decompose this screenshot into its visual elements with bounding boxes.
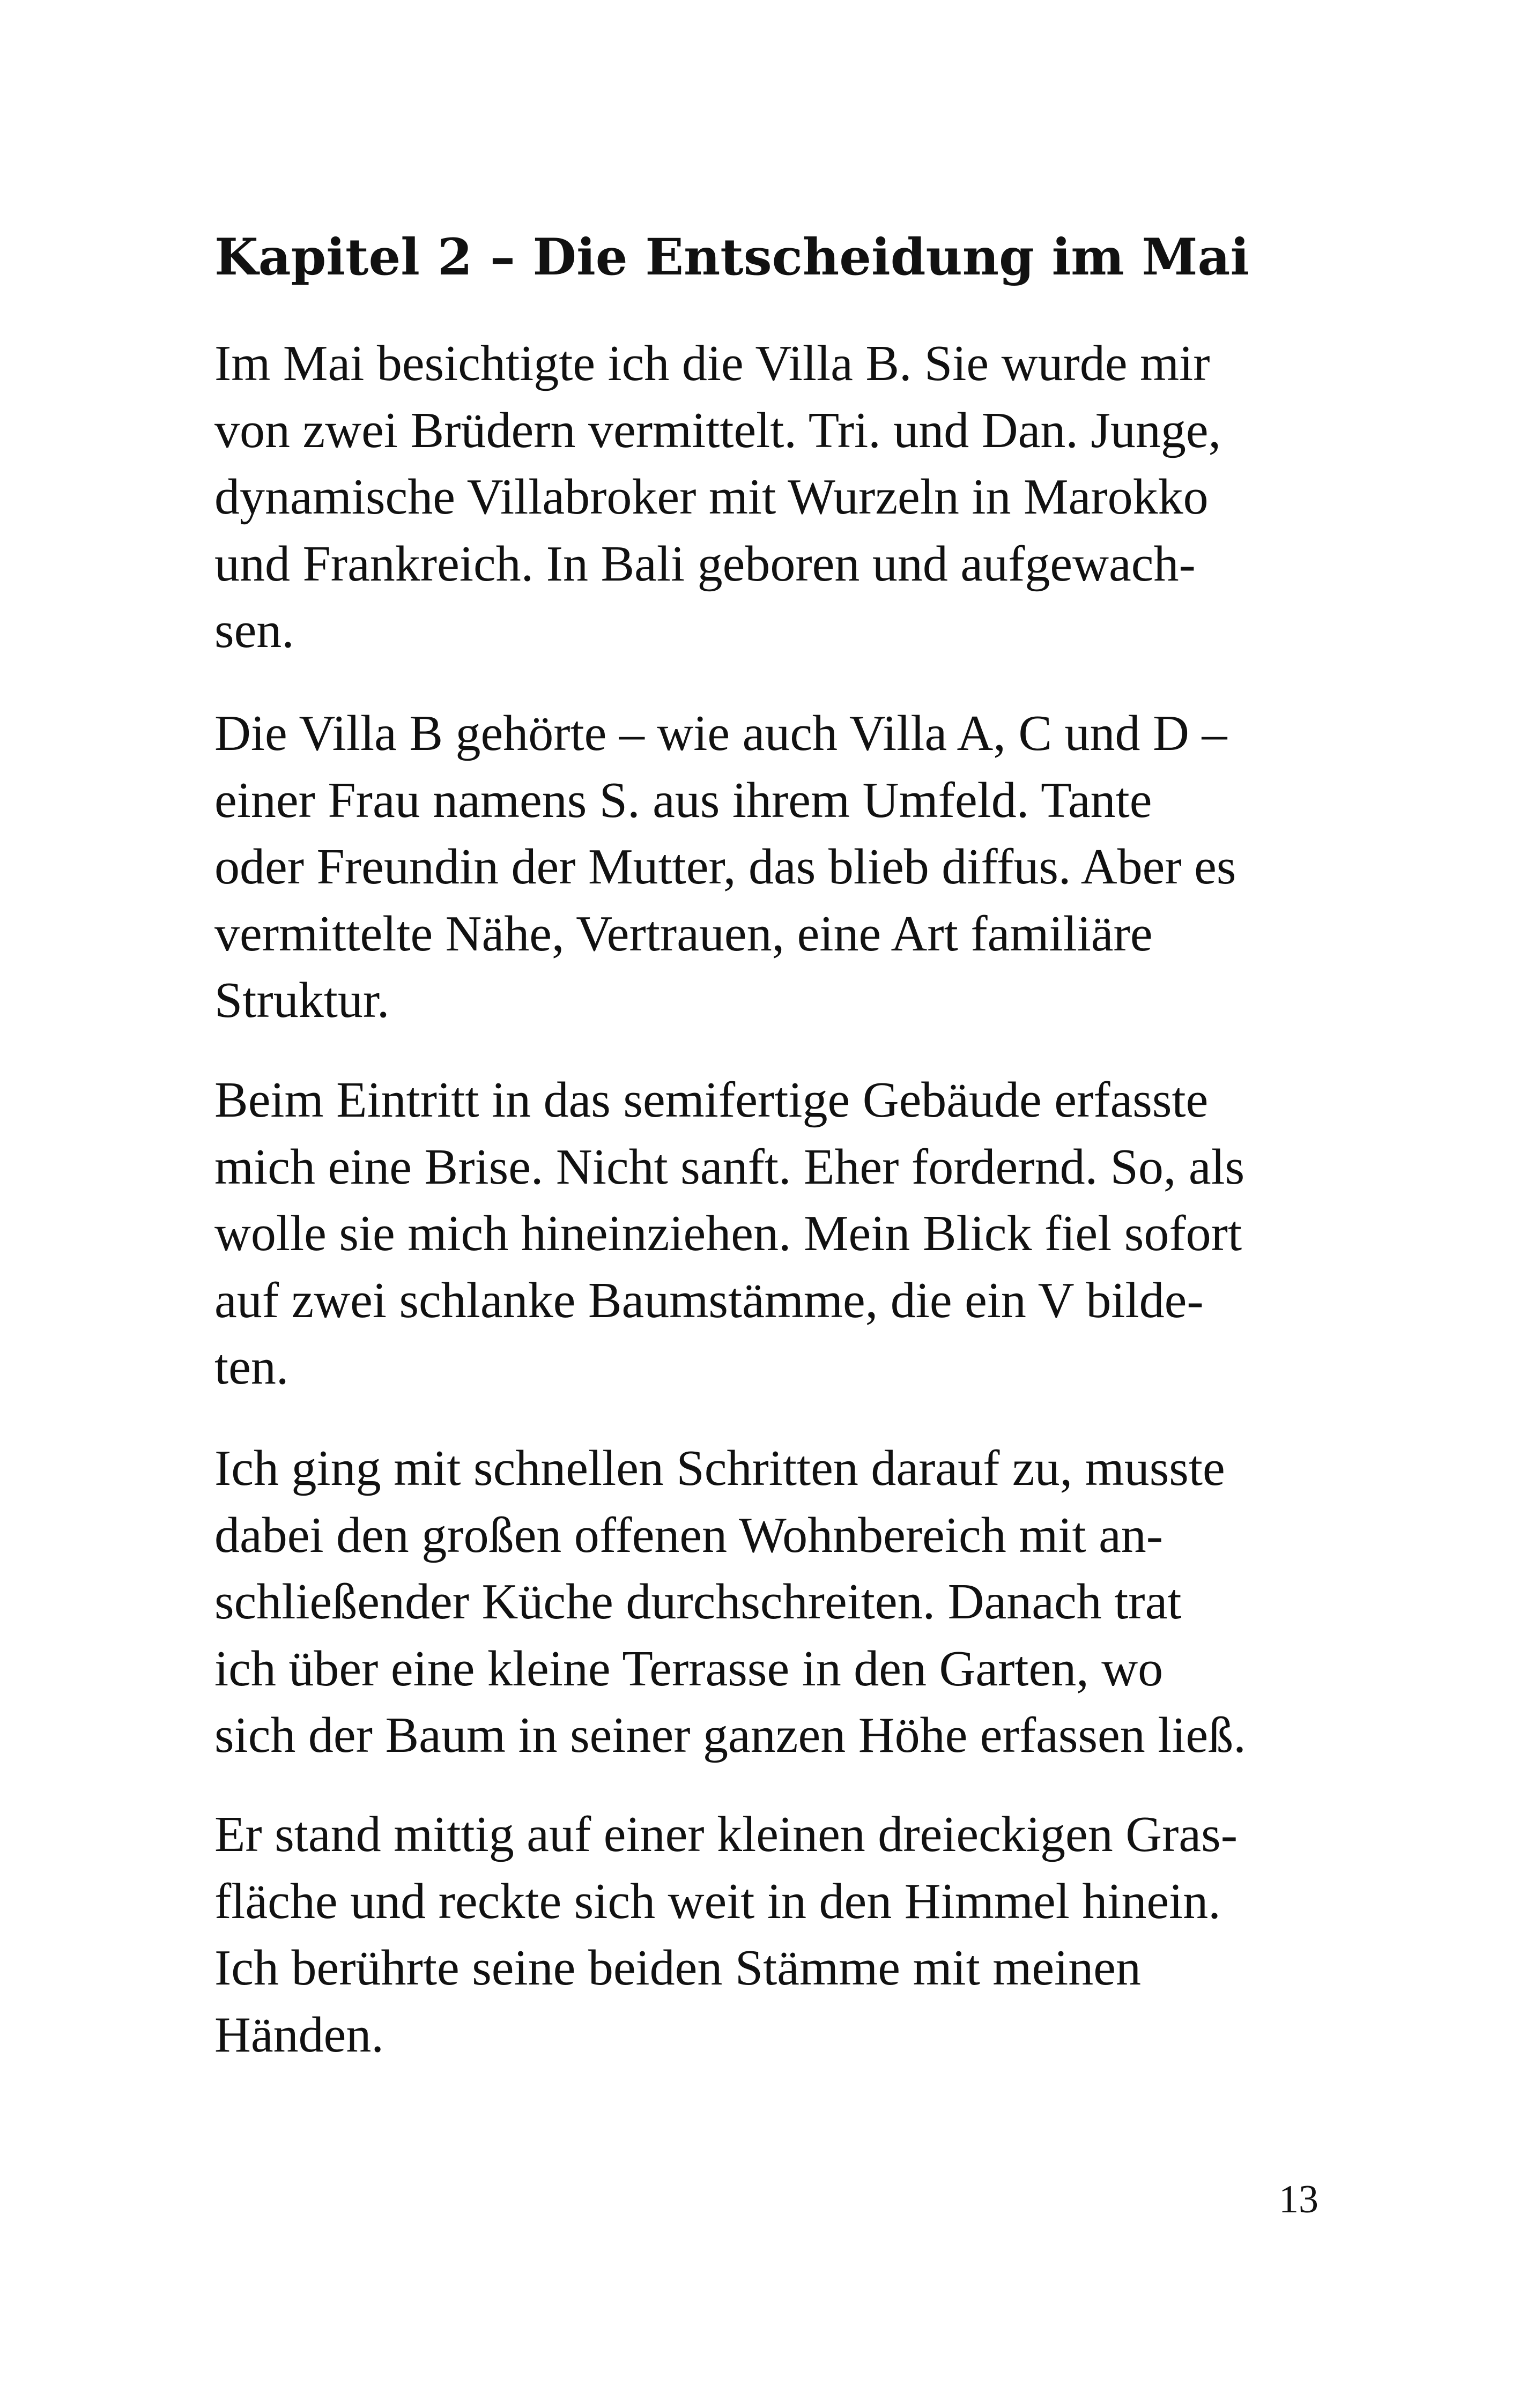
- text-line: schließender Küche durchschreiten. Danach trat: [214, 1574, 1182, 1630]
- paragraph-5: [214, 1801, 1238, 2068]
- text-line: dynamische Villabroker mit Wurzeln in Marokko: [214, 469, 1209, 525]
- text-line: auf zwei schlanke Baumstämme, die ein V bilde-: [214, 1272, 1204, 1328]
- text-line: Er stand mittig auf einer kleinen dreieckigen Gras-: [214, 1807, 1238, 1862]
- text-line: wolle sie mich hineinziehen. Mein Blick fiel sofort: [214, 1206, 1242, 1261]
- text-line: vermittelte Nähe, Vertrauen, eine Art familiäre: [214, 905, 1153, 962]
- text-line: dabei den großen offenen Wohnbereich mit an-: [214, 1507, 1164, 1563]
- text-line: sich der Baum in seiner ganzen Höhe erfassen ließ.: [214, 1707, 1246, 1763]
- paragraph-1: [214, 330, 1221, 664]
- text-line: Struktur.: [214, 972, 390, 1028]
- text-line: Händen.: [214, 2006, 384, 2063]
- text-line: oder Freundin der Mutter, das blieb diffus. Aber es: [214, 839, 1236, 895]
- text-line: Die Villa B gehörte – wie auch Villa A, C und D –: [214, 705, 1227, 761]
- text-line: Ich ging mit schnellen Schritten darauf zu, musste: [214, 1440, 1225, 1496]
- page-number: 13: [1279, 2177, 1318, 2221]
- text-line: ten.: [214, 1339, 289, 1395]
- chapter-title: Kapitel 2 – Die Entscheidung im Mai: [214, 228, 1250, 287]
- text-line: sen.: [214, 603, 294, 658]
- text-line: fläche und reckte sich weit in den Himmel hinein.: [214, 1873, 1221, 1929]
- text-line: ich über eine kleine Terrasse in den Garten, wo: [214, 1640, 1164, 1697]
- paragraph-4: [214, 1435, 1246, 1769]
- text-line: Beim Eintritt in das semifertige Gebäude erfasste: [214, 1072, 1209, 1128]
- text-line: und Frankreich. In Bali geboren und aufgewach-: [214, 536, 1196, 592]
- text-line: von zwei Brüdern vermittelt. Tri. und Dan. Junge,: [214, 402, 1221, 458]
- text-line: mich eine Brise. Nicht sanft. Eher fordernd. So, als: [214, 1139, 1245, 1195]
- text-line: Ich berührte seine beiden Stämme mit meinen: [214, 1940, 1141, 1996]
- text-line: einer Frau namens S. aus ihrem Umfeld. Tante: [214, 772, 1152, 828]
- paragraph-3: [214, 1067, 1244, 1401]
- text-line: Im Mai besichtigte ich die Villa B. Sie wurde mir: [214, 336, 1210, 391]
- paragraph-2: [214, 700, 1236, 1034]
